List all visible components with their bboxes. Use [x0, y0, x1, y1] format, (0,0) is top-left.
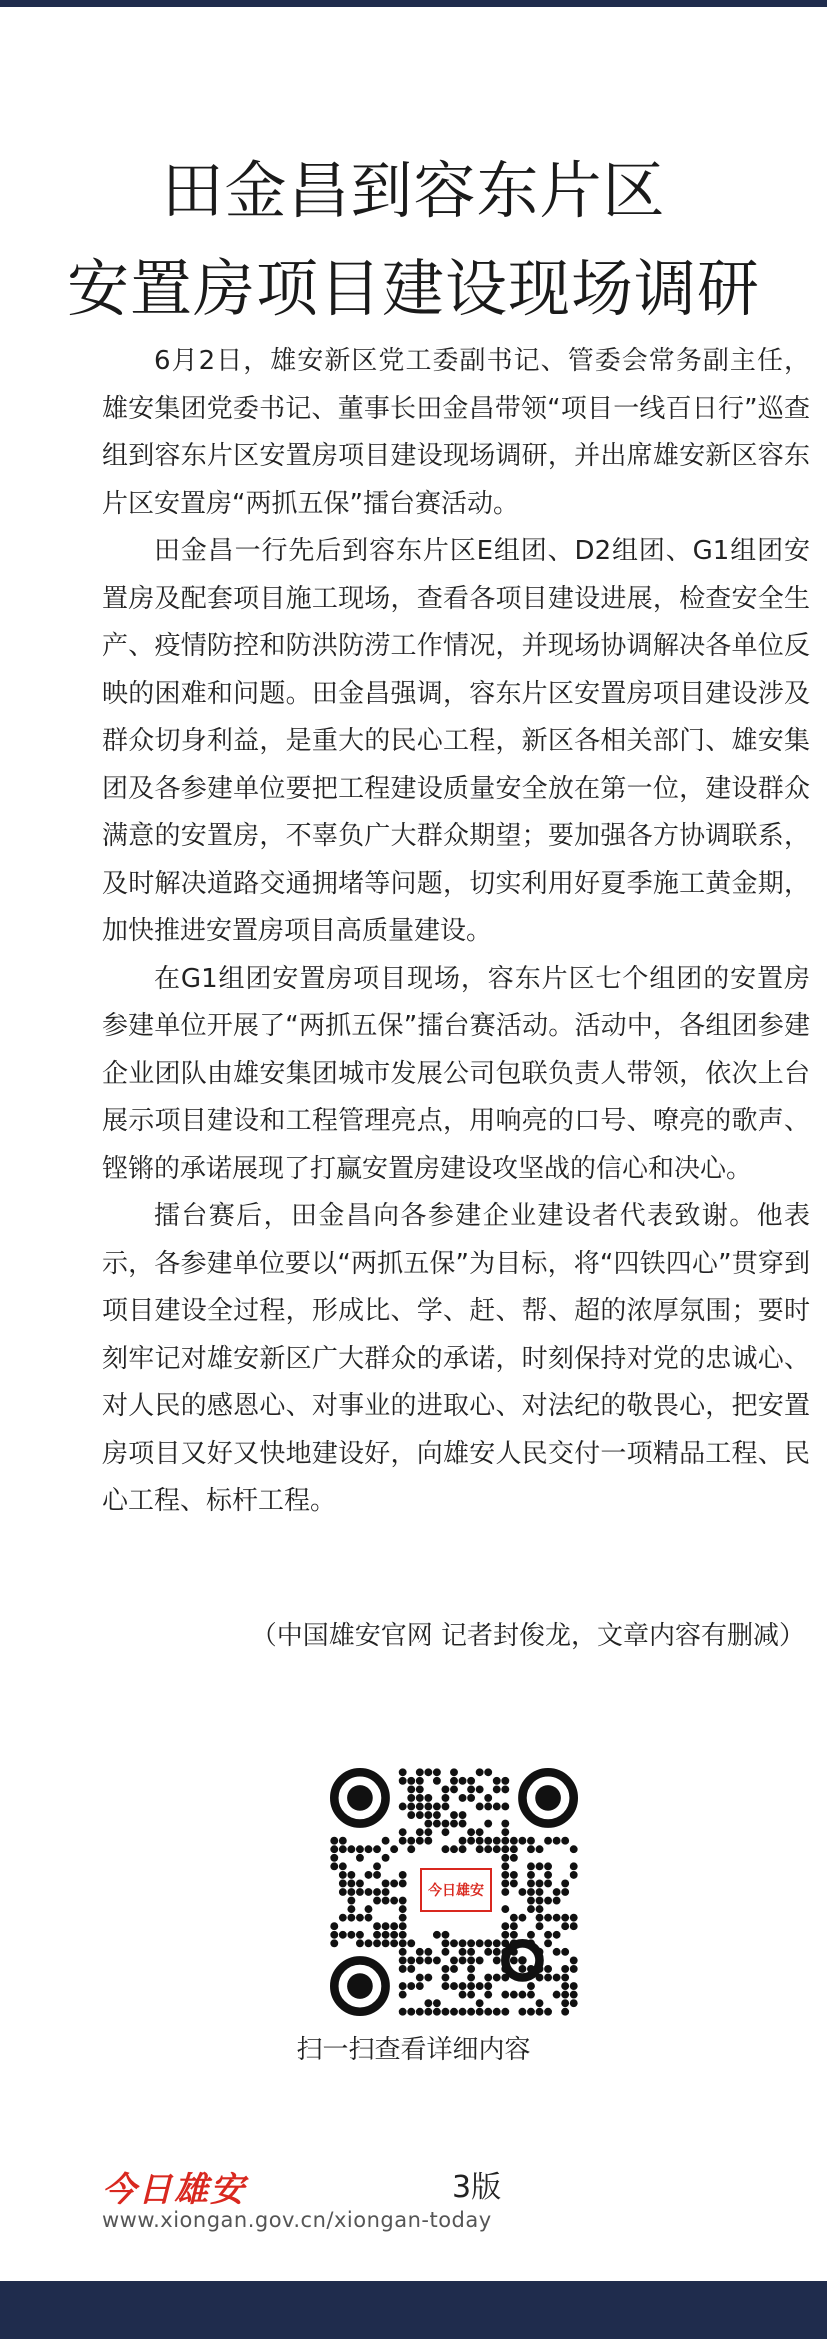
- footer-url[interactable]: www.xiongan.gov.cn/xiongan-today: [102, 2208, 492, 2232]
- paragraph-2: 田金昌一行先后到容东片区E组团、D2组团、G1组团安置房及配套项目施工现场，查看各项目建设进展，检查安全生产、疫情防控和防洪防涝工作情况，并现场协调解决各单位反映的困难和问题。田金昌强调，容东片区安置房项目建设涉及群众切身利益，是重大的民心工程，新区各相关部门、雄安集团及各参建单位要把工程建设质量安全放在第一位，建设群众满意的安置房，不辜负广大群众期望；要加强各方协调联系，及时解决道路交通拥堵等问题，切实利用好夏季施工黄金期，加快推进安置房项目高质量建设。: [102, 536, 810, 946]
- footer-logo: 今日雄安: [102, 2170, 246, 2210]
- qr-center-logo: 今日雄安: [420, 1868, 492, 1912]
- paragraph-1: 6月2日，雄安新区党工委副书记、管委会常务副主任，雄安集团党委书记、董事长田金昌带领“项目一线百日行”巡查组到容东片区安置房项目建设现场调研，并出席雄安新区容东片区安置房“两抓五保”擂台赛活动。: [102, 346, 810, 519]
- bottom-accent-bar: [0, 2281, 827, 2339]
- edition-label: 3版: [452, 2170, 502, 2205]
- top-accent-bar: [0, 0, 827, 7]
- page-title: [0, 142, 827, 338]
- title-line-1: 田金昌到容东片区: [161, 153, 666, 227]
- paragraph-3: 在G1组团安置房项目现场，容东片区七个组团的安置房参建单位开展了“两抓五保”擂台赛活动。活动中，各组团参建企业团队由雄安集团城市发展公司包联负责人带领，依次上台展示项目建设和工程管理亮点，用响亮的口号、嘹亮的歌声、铿锵的承诺展现了打赢安置房建设攻坚战的信心和决心。: [102, 963, 810, 1184]
- paragraph-4: 擂台赛后，田金昌向各参建企业建设者代表致谢。他表示，各参建单位要以“两抓五保”为目标，将“四铁四心”贯穿到项目建设全过程，形成比、学、赶、帮、超的浓厚氛围；要时刻牢记对雄安新区广大群众的承诺，时刻保持对党的忠诚心、对人民的感恩心、对事业的进取心、对法纪的敬畏心，把安置房项目又好又快地建设好，向雄安人民交付一项精品工程、民心工程、标杆工程。: [102, 1201, 810, 1516]
- qr-code-icon[interactable]: [330, 1768, 578, 2016]
- title-line-2: 安置房项目建设现场调研: [66, 251, 760, 325]
- qr-caption: 扫一扫查看详细内容: [296, 2035, 531, 2065]
- article-source: （中国雄安官网 记者封俊龙，文章内容有删减）: [250, 1621, 805, 1651]
- article-body: [102, 338, 810, 1526]
